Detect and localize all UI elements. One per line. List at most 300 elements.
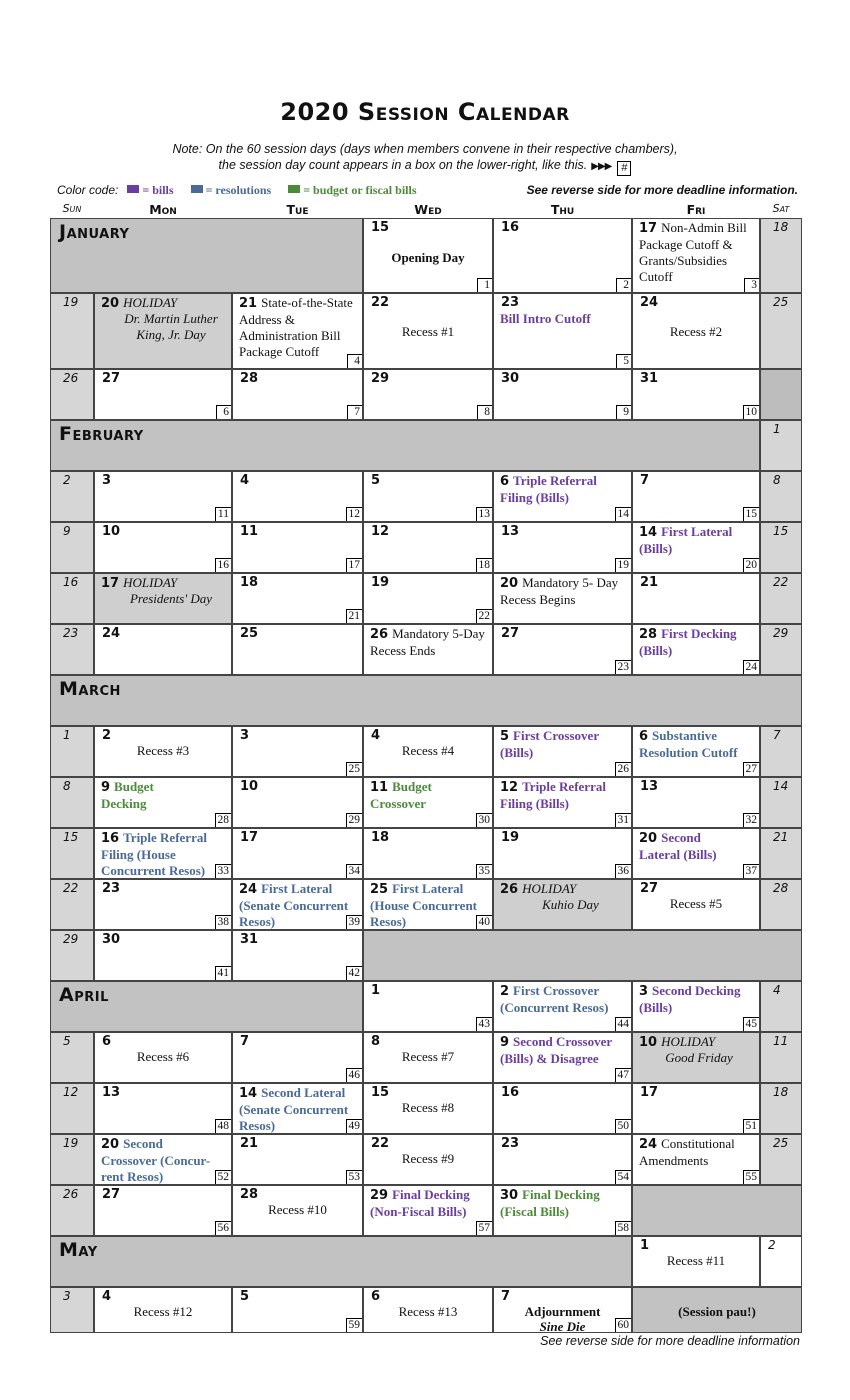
day-number: 29 [370,1188,389,1203]
event-text: Recess #12 [133,1304,193,1319]
day-number: 16 [501,1085,520,1100]
day-number: 23 [501,295,520,310]
day-cell[interactable] [232,930,363,981]
session-count-box: 59 [346,1318,363,1332]
session-count-box: 15 [743,507,760,521]
day-cell[interactable] [50,1083,94,1134]
weekday-fri: Fri [686,202,706,217]
day-cell[interactable] [363,293,493,369]
day-cell[interactable] [232,1287,363,1333]
day-number: 21 [640,575,659,590]
day-number: 24 [640,295,659,310]
day-cell[interactable] [493,726,632,777]
weekday-sun: Sun [62,202,82,215]
day-cell[interactable] [760,726,802,777]
day-cell[interactable] [363,471,493,522]
empty-cell [632,1185,802,1236]
session-count-box: 7 [347,405,362,419]
day-cell[interactable] [363,777,493,828]
day-number: 29 [773,626,789,640]
day-number: 27 [501,626,520,641]
day-number: 18 [773,1085,789,1099]
day-cell[interactable] [232,1134,363,1185]
day-number: 9 [63,524,71,538]
day-cell[interactable] [232,777,363,828]
day-cell[interactable] [50,879,94,930]
weekday-sat: Sat [772,202,790,215]
session-pau-text: (Session pau!) [678,1304,756,1319]
session-count-box: 8 [477,405,492,419]
month-label: March [59,678,121,700]
day-cell[interactable] [363,981,493,1032]
session-count-box: 27 [743,762,760,776]
day-number: 3 [639,984,649,999]
day-cell[interactable] [760,293,802,369]
day-cell[interactable] [363,1287,493,1333]
session-count-box: 54 [615,1170,632,1184]
triangle-arrows-icon: ▶▶▶ [591,161,612,172]
day-cell[interactable] [94,828,232,879]
day-number: 10 [639,1035,658,1050]
resolutions-swatch-icon [191,185,203,193]
session-count-box: 3 [744,278,759,292]
event-text: Final Decking (Fiscal Bills) [500,1187,600,1219]
day-cell[interactable] [94,1083,232,1134]
day-number: 19 [501,830,520,845]
day-number: 8 [773,473,781,487]
day-cell[interactable] [50,369,94,420]
event-text: First Crossover (Bills) [500,728,599,760]
day-number: 17 [101,576,120,591]
day-cell[interactable] [632,573,760,624]
day-number: 18 [371,830,390,845]
day-cell[interactable] [632,777,760,828]
session-count-box: 31 [615,813,632,827]
session-count-box: 4 [347,354,362,368]
session-count-box: 37 [743,864,760,878]
day-cell-holiday[interactable] [632,1032,760,1083]
day-cell[interactable] [50,930,94,981]
month-label: January [59,221,130,243]
day-cell[interactable] [493,828,632,879]
day-cell[interactable] [493,1185,632,1236]
session-count-box: 34 [346,864,363,878]
day-number: 6 [102,1034,112,1049]
day-number: 27 [102,1187,121,1202]
session-count-box: 26 [615,762,632,776]
day-cell[interactable] [632,726,760,777]
day-number: 12 [371,524,390,539]
day-number: 27 [102,371,121,386]
day-cell[interactable] [50,1134,94,1185]
session-count-box: 58 [615,1221,632,1235]
day-cell-holiday[interactable] [493,879,632,930]
session-count-box: 10 [743,405,760,419]
see-reverse-note-bottom: See reverse side for more deadline information [540,1334,800,1348]
day-cell[interactable] [232,726,363,777]
session-count-box: 49 [346,1119,363,1133]
day-number: 3 [63,1289,71,1303]
day-number: 29 [371,371,390,386]
day-cell[interactable] [760,1032,802,1083]
day-number: 29 [63,932,79,946]
session-count-box: 12 [346,507,363,521]
day-number: 2 [102,728,112,743]
day-number: 28 [240,371,259,386]
day-number: 21 [239,296,258,311]
day-number: 9 [500,1035,510,1050]
sample-count-box: # [617,161,631,176]
session-count-box: 25 [346,762,363,776]
day-number: 10 [102,524,121,539]
day-number: 31 [240,932,259,947]
day-cell[interactable] [632,1134,760,1185]
day-cell[interactable] [493,522,632,573]
event-text-sine-die: Sine Die [539,1319,586,1333]
day-cell[interactable] [94,930,232,981]
day-cell[interactable] [632,471,760,522]
holiday-label: HOLIDAY [123,295,178,310]
session-count-box: 44 [615,1017,632,1031]
day-cell[interactable] [232,1185,363,1236]
day-cell[interactable] [493,293,632,369]
session-count-box: 5 [616,354,631,368]
day-number: 11 [773,1034,789,1048]
weekday-mon: Mon [149,202,177,217]
event-text: Opening Day [391,250,465,265]
day-cell[interactable] [760,573,802,624]
session-count-box: 46 [346,1068,363,1082]
day-number: 20 [500,576,519,591]
day-number: 26 [500,882,519,897]
day-cell[interactable] [363,828,493,879]
day-cell[interactable] [94,522,232,573]
month-march [50,675,802,726]
day-number: 17 [639,221,658,236]
day-cell[interactable] [50,522,94,573]
day-number: 3 [240,728,250,743]
day-cell[interactable] [493,624,632,675]
day-cell[interactable] [232,471,363,522]
day-cell[interactable] [632,293,760,369]
day-number: 2 [500,984,510,999]
day-number: 7 [240,1034,250,1049]
empty-cell [760,369,802,420]
day-cell[interactable] [493,777,632,828]
day-cell[interactable] [760,879,802,930]
day-number: 1 [773,422,781,436]
day-cell[interactable] [232,1083,363,1134]
event-text: Recess #9 [401,1151,455,1166]
session-count-box: 45 [743,1017,760,1031]
day-number: 24 [639,1137,658,1152]
month-february [50,420,760,471]
day-number: 7 [501,1289,511,1304]
day-cell[interactable] [232,624,363,675]
day-cell[interactable] [760,1236,802,1287]
day-number: 24 [239,882,258,897]
day-cell[interactable] [760,624,802,675]
day-cell[interactable] [50,828,94,879]
event-text: Triple Referral Filing (Bills) [500,473,597,505]
event-text: Budget Decking [101,779,154,811]
day-number: 6 [639,729,649,744]
day-cell[interactable] [760,471,802,522]
day-cell[interactable] [493,471,632,522]
day-cell[interactable] [760,1134,802,1185]
event-text: Recess #11 [666,1253,726,1268]
day-number: 4 [371,728,381,743]
day-cell[interactable] [363,573,493,624]
weekday-header [50,202,802,218]
day-cell[interactable] [632,218,760,293]
day-number: 5 [63,1034,71,1048]
session-count-box: 51 [743,1119,760,1133]
event-text: State-of-the-State Address & Administration Bill Package Cutoff [239,295,353,359]
session-count-box: 41 [215,966,232,980]
day-cell[interactable] [760,522,802,573]
legend-budget: = budget or fiscal bills [303,183,417,197]
budget-swatch-icon [288,185,300,193]
session-count-box: 60 [615,1318,632,1332]
day-cell[interactable] [50,777,94,828]
session-count-box: 9 [616,405,631,419]
day-cell[interactable] [760,420,802,471]
day-cell[interactable] [760,1083,802,1134]
day-number: 12 [63,1085,79,1099]
note-line-2 [0,157,850,176]
day-cell[interactable] [232,293,363,369]
day-number: 1 [640,1238,650,1253]
event-text: Dr. Martin Luther King, Jr. Day [124,311,218,342]
session-count-box: 22 [476,609,493,623]
event-text: Non-Admin Bill Package Cutoff & Grants/Subsidies Cutoff [639,220,747,284]
day-cell[interactable] [94,1134,232,1185]
day-cell[interactable] [760,218,802,293]
event-text: Adjournment [524,1304,601,1319]
session-count-box: 56 [215,1221,232,1235]
holiday-label: HOLIDAY [123,575,178,590]
session-count-box: 1 [477,278,492,292]
day-cell[interactable] [493,1083,632,1134]
session-count-box: 55 [743,1170,760,1184]
day-number: 19 [63,295,79,309]
day-cell[interactable] [493,1032,632,1083]
day-cell[interactable] [632,828,760,879]
session-count-box: 13 [476,507,493,521]
session-count-box: 33 [215,864,232,878]
day-number: 4 [773,983,781,997]
day-cell[interactable] [363,522,493,573]
day-cell[interactable] [50,293,94,369]
day-number: 25 [240,626,259,641]
session-count-box: 35 [476,864,493,878]
day-number: 26 [63,1187,79,1201]
see-reverse-note-top: See reverse side for more deadline information. [526,183,798,197]
day-cell[interactable] [493,1134,632,1185]
day-number: 5 [371,473,381,488]
day-cell[interactable] [632,369,760,420]
day-number: 25 [773,1136,789,1150]
month-label: April [59,984,109,1006]
note-line-1: Note: On the 60 session days (days when members convene in their respective chambers), [172,142,678,156]
event-text: Mandatory 5-Day Recess Ends [370,626,485,658]
day-number: 18 [240,575,259,590]
session-count-box: 17 [346,558,363,572]
day-number: 23 [63,626,79,640]
day-cell[interactable] [94,471,232,522]
day-number: 8 [371,1034,381,1049]
day-number: 31 [640,371,659,386]
day-cell[interactable] [493,573,632,624]
month-label: May [59,1239,98,1261]
day-cell[interactable] [94,369,232,420]
day-number: 22 [371,1136,390,1151]
day-cell-holiday[interactable] [94,293,232,369]
day-number: 1 [371,983,381,998]
day-number: 11 [370,780,389,795]
day-cell[interactable] [632,879,760,930]
day-number: 28 [639,627,658,642]
day-cell[interactable] [760,777,802,828]
session-count-box: 36 [615,864,632,878]
day-cell[interactable] [232,828,363,879]
day-number: 3 [102,473,112,488]
weekday-tue: Tue [286,202,309,217]
event-text: Recess #13 [398,1304,458,1319]
day-cell[interactable] [632,981,760,1032]
day-cell[interactable] [493,218,632,293]
session-count-box: 21 [346,609,363,623]
day-number: 7 [773,728,781,742]
day-cell[interactable] [94,624,232,675]
event-text: Triple Referral Filing (Bills) [500,779,606,811]
day-number: 10 [240,779,259,794]
day-number: 15 [371,220,390,235]
event-text: Second Crossover (Concur-rent Resos) [101,1136,211,1184]
day-cell[interactable] [232,879,363,930]
day-cell[interactable] [493,1287,632,1333]
day-number: 22 [371,295,390,310]
day-number: 18 [773,220,789,234]
page-title: 2020 Session Calendar [280,98,570,126]
event-text: Second Lateral (Bills) [639,830,717,862]
day-cell[interactable] [94,879,232,930]
legend-resolutions: = resolutions [205,183,272,197]
month-may [50,1236,632,1287]
day-cell[interactable] [363,218,493,293]
day-number: 15 [371,1085,390,1100]
day-cell[interactable] [632,1236,760,1287]
day-cell[interactable] [50,1185,94,1236]
day-cell[interactable] [363,726,493,777]
event-text: Mandatory 5- Day Recess Begins [500,575,619,607]
month-label: February [59,423,144,445]
day-cell[interactable] [50,624,94,675]
day-cell[interactable] [94,726,232,777]
holiday-label: HOLIDAY [661,1034,716,1049]
day-cell-holiday[interactable] [94,573,232,624]
day-cell[interactable] [363,369,493,420]
day-cell[interactable] [363,1032,493,1083]
day-cell[interactable] [232,573,363,624]
session-count-box: 24 [743,660,760,674]
day-number: 21 [773,830,789,844]
session-count-box: 42 [346,966,363,980]
day-cell[interactable] [232,369,363,420]
day-cell[interactable] [760,828,802,879]
day-number: 24 [102,626,121,641]
day-number: 25 [773,295,789,309]
day-cell[interactable] [632,1083,760,1134]
session-count-box: 2 [616,278,631,292]
day-number: 20 [639,831,658,846]
event-text: First Lateral (House Concurrent Resos) [370,881,478,929]
session-count-box: 18 [476,558,493,572]
day-number: 16 [101,831,120,846]
day-cell[interactable] [632,624,760,675]
session-count-box: 28 [215,813,232,827]
day-cell[interactable] [94,1185,232,1236]
session-count-box: 43 [476,1017,493,1031]
day-number: 13 [102,1085,121,1100]
day-cell[interactable] [50,1032,94,1083]
event-text: Presidents' Day [129,591,213,606]
day-number: 17 [640,1085,659,1100]
day-number: 26 [370,627,389,642]
day-cell[interactable] [363,624,493,675]
note-line-2-text: the session day count appears in a box on the lower-right, like this. [218,158,588,172]
day-cell[interactable] [760,981,802,1032]
session-count-box: 39 [346,915,363,929]
session-count-box: 40 [476,915,493,929]
event-text: First Lateral (Bills) [639,524,733,556]
day-cell[interactable] [94,777,232,828]
day-cell[interactable] [632,522,760,573]
day-number: 19 [371,575,390,590]
day-cell[interactable] [50,471,94,522]
day-number: 19 [63,1136,79,1150]
event-text: Recess #7 [401,1049,455,1064]
day-number: 6 [371,1289,381,1304]
session-count-box: 29 [346,813,363,827]
day-number: 5 [500,729,510,744]
day-cell[interactable] [232,1032,363,1083]
day-cell[interactable] [232,522,363,573]
event-text: Substantive Resolution Cutoff [639,728,738,760]
holiday-label: HOLIDAY [522,881,577,896]
day-cell[interactable] [94,1032,232,1083]
day-number: 5 [240,1289,250,1304]
day-number: 30 [501,371,520,386]
day-cell[interactable] [363,1134,493,1185]
day-cell[interactable] [363,1185,493,1236]
day-cell[interactable] [50,573,94,624]
day-cell[interactable] [50,1287,94,1333]
day-cell[interactable] [493,981,632,1032]
session-count-box: 14 [615,507,632,521]
day-cell[interactable] [50,726,94,777]
day-cell[interactable] [363,879,493,930]
event-text: Kuhio Day [542,897,599,912]
event-text: First Lateral (Senate Concurrent Resos) [239,881,349,929]
day-number: 11 [240,524,259,539]
day-cell[interactable] [493,369,632,420]
day-cell[interactable] [363,1083,493,1134]
day-cell[interactable] [94,1287,232,1333]
day-number: 2 [63,473,71,487]
weekday-thu: Thu [550,202,575,217]
